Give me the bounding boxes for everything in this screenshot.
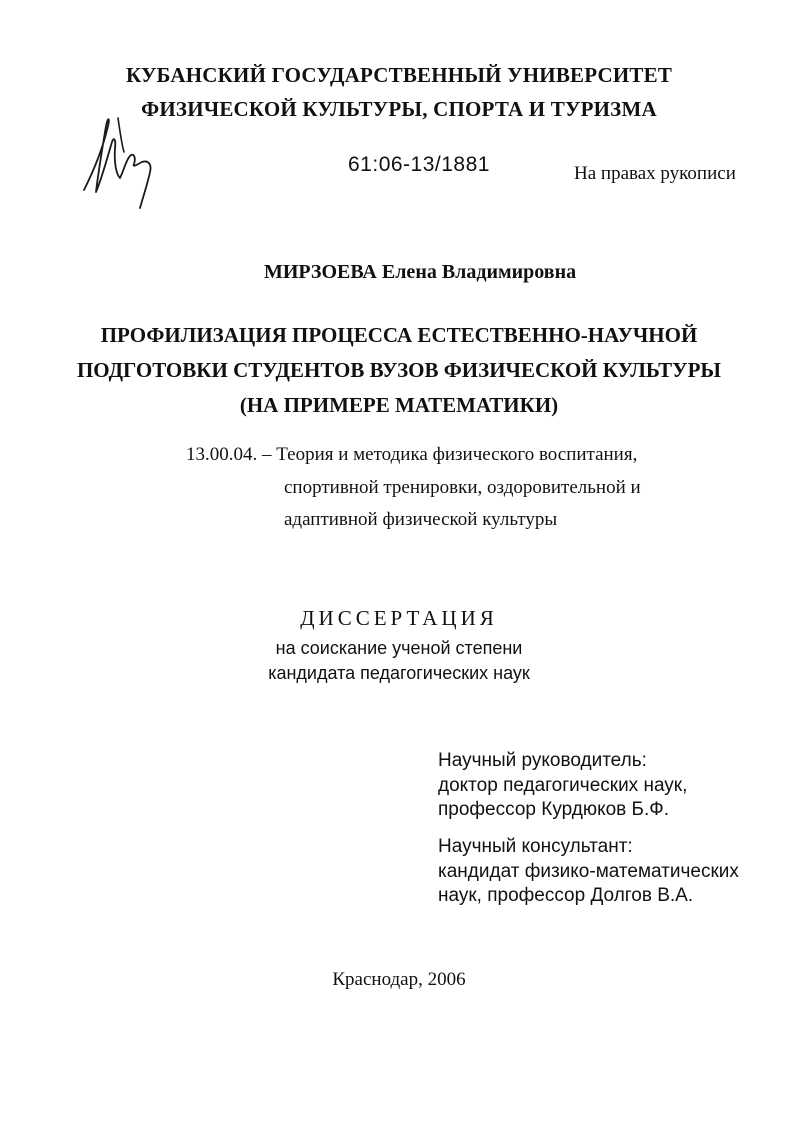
- dissertation-title-line2: ПОДГОТОВКИ СТУДЕНТОВ ВУЗОВ ФИЗИЧЕСКОЙ КУЛЬТУРЫ: [76, 358, 722, 382]
- author-given-names: Елена Владимировна: [381, 261, 577, 283]
- dissertation-title-line1: ПРОФИЛИЗАЦИЯ ПРОЦЕССА ЕСТЕСТВЕННО-НАУЧНОЙ: [100, 323, 698, 347]
- supervisor-degree: доктор педагогических наук,: [438, 775, 688, 796]
- author-surname: МИРЗОЕВА: [264, 261, 377, 283]
- dissertation-degree-line2: кандидата педагогических наук: [268, 663, 530, 683]
- university-name-line2: ФИЗИЧЕСКОЙ КУЛЬТУРЫ, СПОРТА И ТУРИЗМА: [141, 97, 657, 121]
- catalog-code: 61:06-13/1881: [348, 153, 490, 176]
- specialty-line1: 13.00.04. – Теория и методика физического воспитания,: [186, 444, 638, 465]
- rights-note: На правах рукописи: [574, 163, 736, 184]
- dissertation-degree-line1: на соискание ученой степени: [275, 638, 523, 658]
- consultant-position-name: наук, профессор Долгов В.А.: [438, 885, 694, 906]
- supervisor-label: Научный руководитель:: [438, 750, 647, 771]
- dissertation-title-line3: (НА ПРИМЕРЕ МАТЕМАТИКИ): [239, 393, 559, 417]
- specialty-line2: спортивной тренировки, оздоровительной и: [284, 477, 641, 498]
- consultant-label: Научный консультант:: [438, 836, 633, 857]
- consultant-degree: кандидат физико-математических: [438, 861, 739, 882]
- supervisor-position-name: профессор Курдюков Б.Ф.: [438, 799, 670, 820]
- city-year: Краснодар, 2006: [332, 969, 466, 990]
- dissertation-heading: ДИССЕРТАЦИЯ: [300, 606, 498, 630]
- specialty-line3: адаптивной физической культуры: [284, 509, 558, 530]
- handwritten-signature-icon: [78, 112, 168, 212]
- university-name-line1: КУБАНСКИЙ ГОСУДАРСТВЕННЫЙ УНИВЕРСИТЕТ: [125, 63, 673, 87]
- author-name: [264, 261, 576, 284]
